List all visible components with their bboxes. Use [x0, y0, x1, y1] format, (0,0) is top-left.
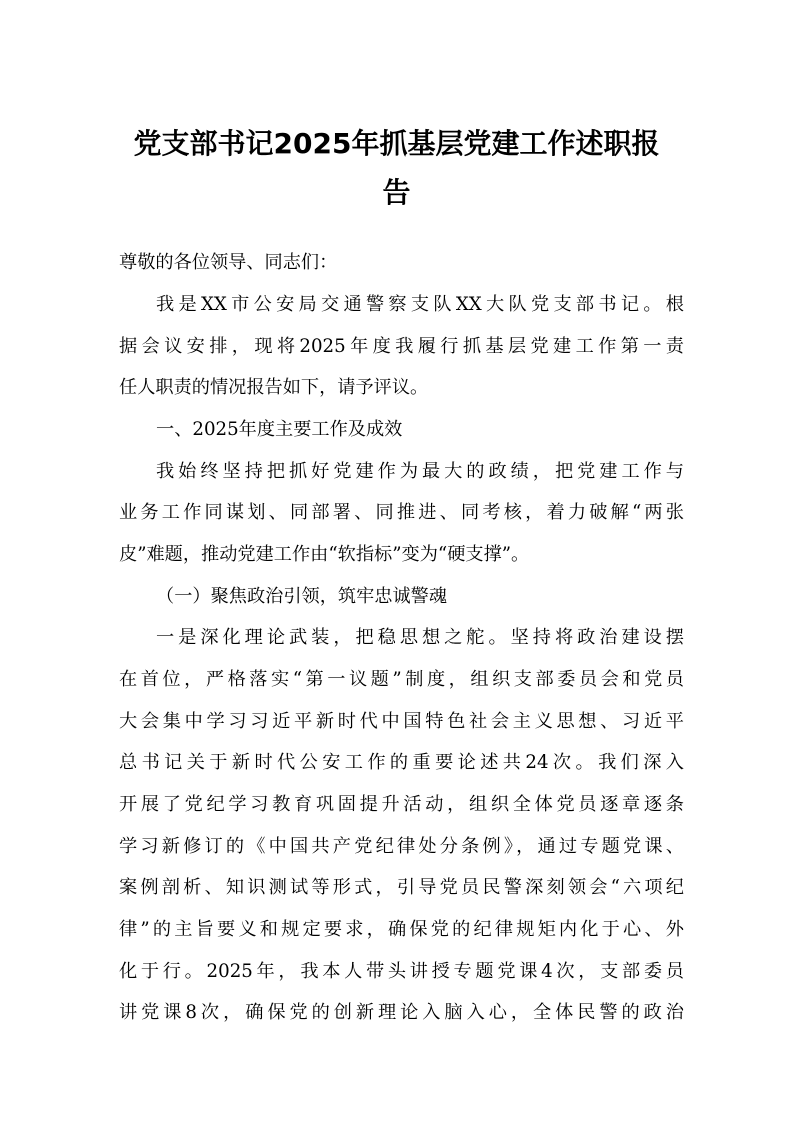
section-heading: 一、2025年度主要工作及成效 [156, 419, 403, 440]
paragraph-line: 化于行。2025年，我本人带头讲授专题党课4次，支部委员 [119, 961, 684, 982]
paragraph-line: 案例剖析、知识测试等形式，引导党员民警深刻领会“六项纪 [119, 877, 684, 898]
salutation: 尊敬的各位领导、同志们： [119, 252, 338, 273]
paragraph-line: 开展了党纪学习教育巩固提升活动，组织全体党员逐章逐条 [119, 794, 684, 815]
paragraph-line: 我始终坚持把抓好党建作为最大的政绩，把党建工作与 [156, 461, 684, 482]
document-title-line-2: 告 [382, 176, 411, 209]
paragraph-line: 讲党课8次，确保党的创新理论入脑入心，全体民警的政治 [119, 1002, 684, 1023]
paragraph-line: 在首位，严格落实“第一议题”制度，组织支部委员会和党员 [119, 669, 684, 690]
paragraph-line: 业务工作同谋划、同部署、同推进、同考核，着力破解“两张 [119, 502, 684, 523]
paragraph-line: 据会议安排，现将2025年度我履行抓基层党建工作第一责 [119, 336, 684, 357]
paragraph-line: 大会集中学习习近平新时代中国特色社会主义思想、习近平 [119, 711, 684, 732]
document-title-line-1: 党支部书记2025年抓基层党建工作述职报 [133, 127, 660, 160]
paragraph-line: 一是深化理论武装，把稳思想之舵。坚持将政治建设摆 [156, 627, 684, 648]
paragraph-line: 我是XX市公安局交通警察支队XX大队党支部书记。根 [156, 294, 684, 315]
paragraph-line: 皮”难题，推动党建工作由“软指标”变为“硬支撑”。 [119, 544, 530, 565]
subsection-heading: （一）聚焦政治引领，筑牢忠诚警魂 [156, 586, 448, 607]
paragraph-line: 总书记关于新时代公安工作的重要论述共24次。我们深入 [119, 752, 684, 773]
paragraph-line: 学习新修订的《中国共产党纪律处分条例》，通过专题党课、 [119, 836, 684, 857]
paragraph-line: 律”的主旨要义和规定要求，确保党的纪律规矩内化于心、外 [119, 919, 684, 940]
paragraph-line: 任人职责的情况报告如下，请予评议。 [119, 377, 429, 398]
